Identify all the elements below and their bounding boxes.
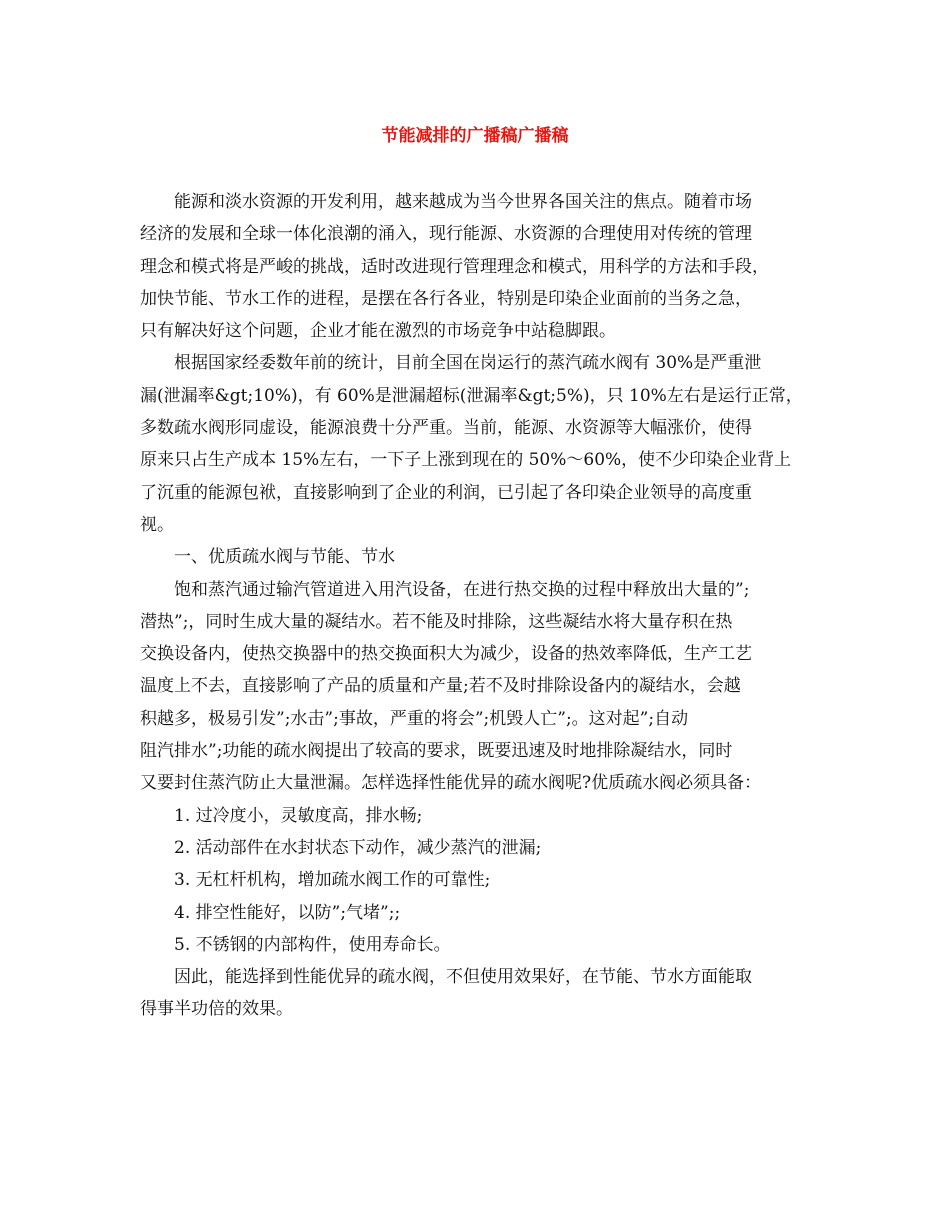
text-line: 能源和淡水资源的开发利用，越来越成为当今世界各国关注的焦点。随着市场: [174, 192, 752, 212]
list-item: 1. 过冷度小，灵敏度高，排水畅;: [174, 805, 423, 826]
text-line: 又要封住蒸汽防止大量泄漏。怎样选择性能优异的疏水阀呢?优质疏水阀必须具备：: [140, 773, 762, 794]
document-title: 节能减排的广播稿广播稿: [381, 126, 569, 146]
paragraph-intro: [140, 186, 826, 347]
paragraph-steam-trap: [140, 574, 826, 800]
text-line: 了沉重的能源包袱，直接影响到了企业的利润，已引起了各印染企业领导的高度重: [140, 482, 752, 503]
text-line: 理念和模式将是严峻的挑战，适时改进现行管理理念和模式，用科学的方法和手段，: [140, 256, 769, 277]
text-line: 潜热”;，同时生成大量的凝结水。若不能及时排除，这些凝结水将大量存积在热: [140, 611, 733, 632]
text-line: 因此，能选择到性能优异的疏水阀，不但使用效果好，在节能、节水方面能取: [174, 967, 752, 988]
text-line: 根据国家经委数年前的统计，目前全国在岗运行的蒸汽疏水阀有 30%是严重泄: [174, 353, 762, 374]
text-line: 阻汽排水”;功能的疏水阀提出了较高的要求，既要迅速及时地排除凝结水，同时: [140, 741, 733, 762]
list-item: 2. 活动部件在水封状态下动作，减少蒸汽的泄漏;: [174, 837, 542, 858]
section-heading: [140, 541, 826, 573]
text-line: 加快节能、节水工作的进程，是摆在各行各业，特别是印染企业面前的当务之急，: [140, 288, 752, 309]
text-line: 经济的发展和全球一体化浪潮的涌入，现行能源、水资源的合理使用对传统的管理: [140, 224, 752, 245]
text-line: 原来只占生产成本 15%左右，一下子上涨到现在的 50%～60%，使不少印染企业背上: [140, 450, 792, 471]
text-line: 饱和蒸汽通过输汽管道进入用汽设备，在进行热交换的过程中释放出大量的”;: [174, 579, 750, 600]
text-line: 得事半功倍的效果。: [140, 999, 293, 1020]
requirements-list: [140, 800, 826, 961]
paragraph-conclusion: [140, 961, 826, 1026]
text-line: 只有解决好这个问题，企业才能在激烈的市场竞争中站稳脚跟。: [140, 321, 616, 342]
text-line: 漏(泄漏率&gt;10%)，有 60%是泄漏超标(泄漏率&gt;5%)，只 10%左右是运行正常，: [140, 385, 803, 406]
list-item: 3. 无杠杆机构，增加疏水阀工作的可靠性;: [174, 870, 491, 891]
text-line: 视。: [140, 514, 174, 535]
text-line: 多数疏水阀形同虚设，能源浪费十分严重。当前，能源、水资源等大幅涨价，使得: [140, 418, 752, 439]
text-line: 积越多，极易引发”;水击”;事故，严重的将会”;机毁人亡”;。这对起”;自动: [140, 708, 689, 729]
document-body: [140, 186, 826, 1026]
text-line: 温度上不去，直接影响了产品的质量和产量;若不及时排除设备内的凝结水，会越: [140, 676, 741, 697]
list-item: 5. 不锈钢的内部构件，使用寿命长。: [174, 934, 451, 955]
section-heading-text: 一、优质疏水阀与节能、节水: [174, 547, 395, 568]
paragraph-statistics: [140, 347, 826, 541]
text-line: 交换设备内，使热交换器中的热交换面积大为减少，设备的热效率降低，生产工艺: [140, 644, 752, 665]
list-item: 4. 排空性能好，以防”;气堵”;;: [174, 902, 401, 923]
